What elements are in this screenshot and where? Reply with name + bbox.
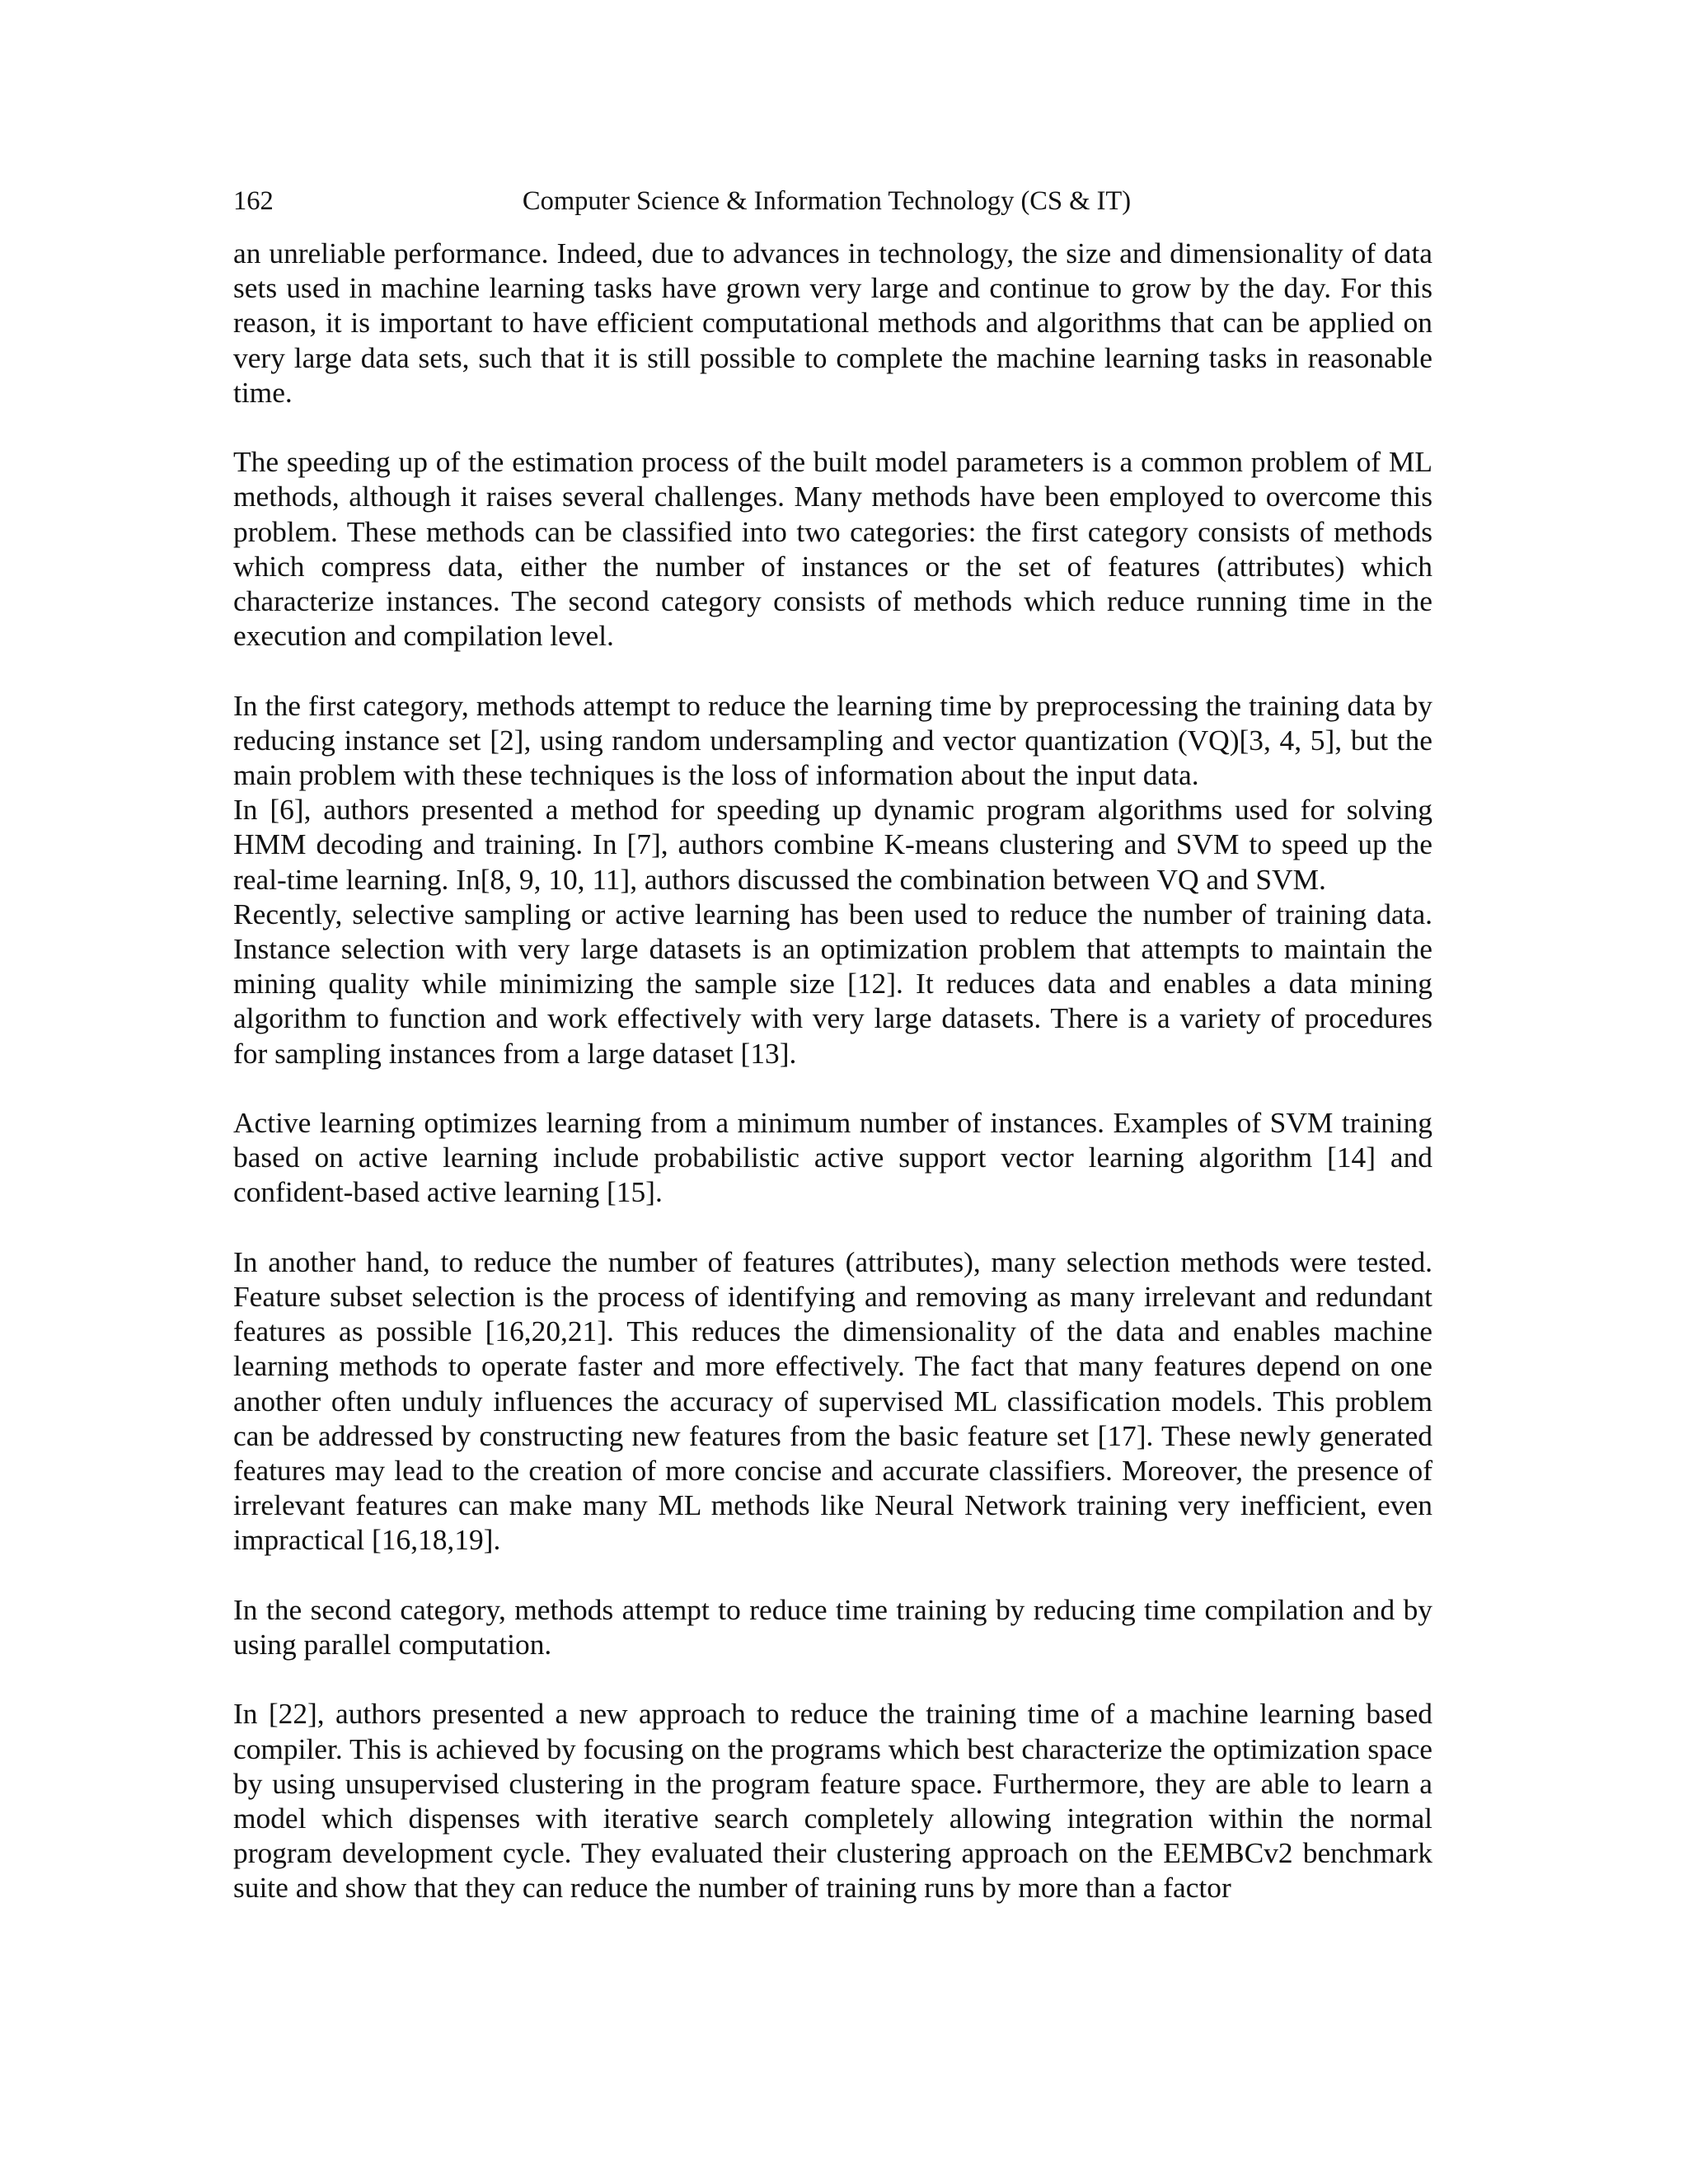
paragraph-first-category: In the first category, methods attempt to reduce the learning time by preprocessing the training data by reducing instance set [2], using random undersampling and vector quantization (VQ)[3, 4, 5], but the main problem with these techniques is the loss of information about the input data. (233, 688, 1432, 792)
running-head: Computer Science & Information Technology (CS & IT) (522, 186, 1132, 216)
paragraph-compiler-training: In [22], authors presented a new approach to reduce the training time of a machine learning based compiler. This is achieved by focusing on the programs which best characterize the optimization space by using unsupervised clustering in the program feature space. Furthermore, they are able to learn a model which dispenses with iterative search completely allowing integration within the normal program development cycle. They evaluated their clustering approach on the EEMBCv2 benchmark suite and show that they can reduce the number of training runs by more than a factor (233, 1697, 1432, 1905)
paragraph-active-learning: Active learning optimizes learning from a minimum number of instances. Examples of SVM training based on active learning include probabilistic active support vector learning algorithm [14] and confident-based active learning [15]. (233, 1106, 1432, 1209)
paragraph-feature-selection: In another hand, to reduce the number of features (attributes), many selection methods were tested. Feature subset selection is the process of identifying and removing as many irrelevant and redundant features as possible [16,20,21]. This reduces the dimensionality of the data and enables machine learning methods to operate faster and more effectively. The fact that many features depend on one another often unduly influences the accuracy of supervised ML classification models. This problem can be addressed by constructing new features from the basic feature set [17]. These newly generated features may lead to the creation of more concise and accurate classifiers. Moreover, the presence of irrelevant features can make many ML methods like Neural Network training very inefficient, even impractical [16,18,19]. (233, 1244, 1432, 1557)
paragraph-second-category: In the second category, methods attempt to reduce time training by reducing time compilation and by using parallel computation. (233, 1592, 1432, 1661)
paragraph-continuation: an unreliable performance. Indeed, due to advances in technology, the size and dimensionality of data sets used in machine learning tasks have grown very large and continue to grow by the day. For this reason, it is important to have efficient computational methods and algorithms that can be applied on very large data sets, such that it is still possible to complete the machine learning tasks in reasonable time. (233, 237, 1432, 409)
paragraph-speeding-up: The speeding up of the estimation process of the built model parameters is a common problem of ML methods, although it raises several challenges. Many methods have been employed to overcome this problem. These methods can be classified into two categories: the first category consists of methods which compress data, either the number of instances or the set of features (attributes) which characterize instances. The second category consists of methods which reduce running time in the execution and compilation level. (233, 445, 1432, 653)
body-text (233, 236, 1432, 1905)
paragraph-selective-sampling: Recently, selective sampling or active learning has been used to reduce the number of training data. Instance selection with very large datasets is an optimization problem that attempts to maintain the mining quality while minimizing the sample size [12]. It reduces data and enables a data mining algorithm to function and work effectively with very large datasets. There is a variety of procedures for sampling instances from a large dataset [13]. (233, 897, 1432, 1070)
page-number: 162 (233, 186, 274, 216)
paragraph-hmm-svm: In [6], authors presented a method for speeding up dynamic program algorithms used for solving HMM decoding and training. In [7], authors combine K-means clustering and SVM to speed up the real-time learning. In[8, 9, 10, 11], authors discussed the combination between VQ and SVM. (233, 793, 1432, 896)
page-header (233, 183, 1420, 219)
